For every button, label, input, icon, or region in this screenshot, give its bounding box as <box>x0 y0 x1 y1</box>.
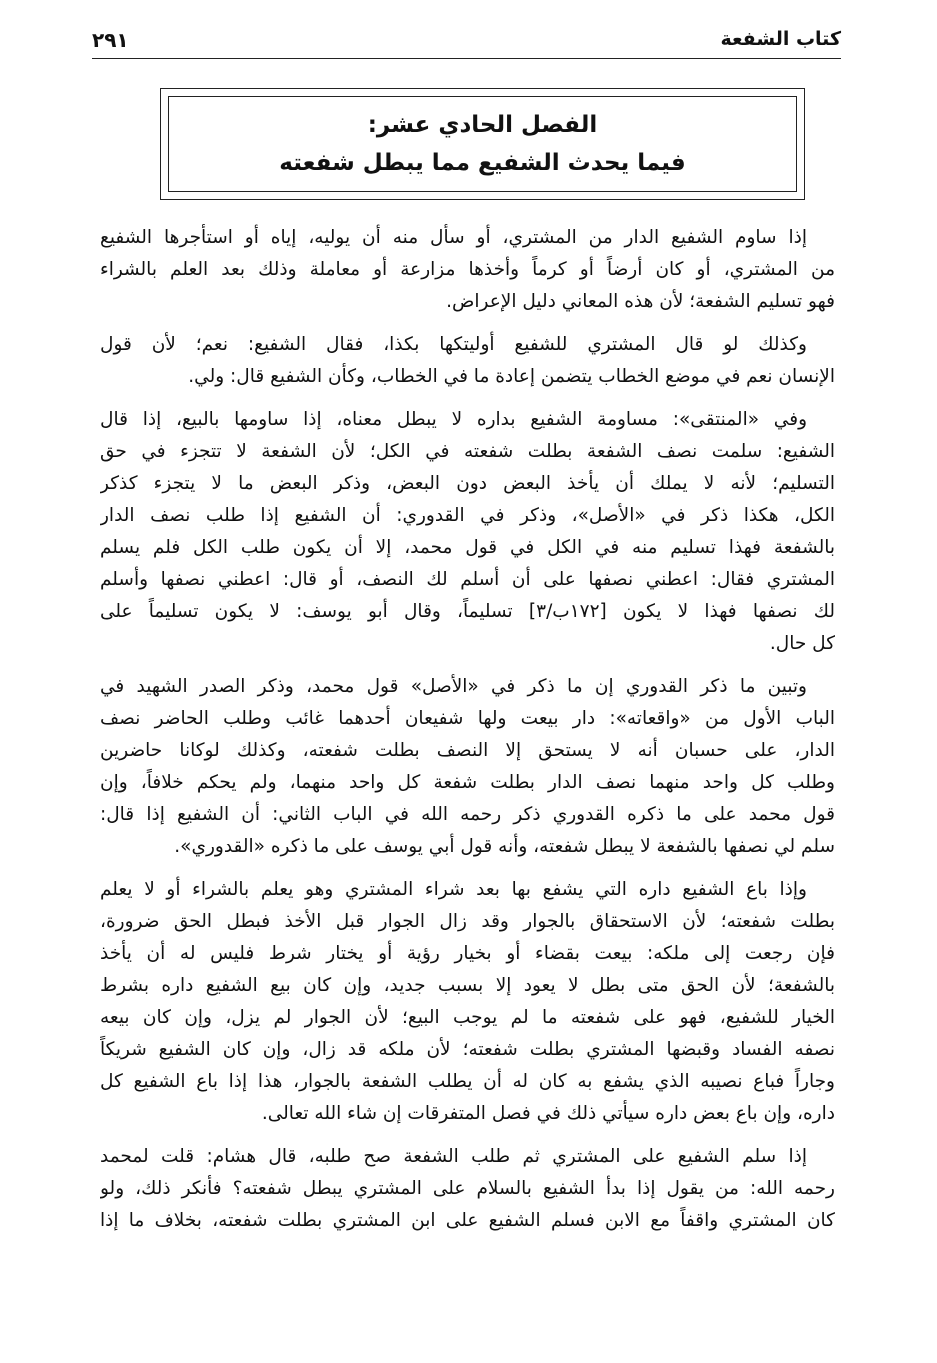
body-text <box>100 222 835 1248</box>
text-line: إذا سلم الشفيع على المشتري ثم طلب الشفعة صح طلبه، قال هشام: قلت لمحمد <box>100 1146 807 1167</box>
text-line: داره، وإن باع بعض داره سيأتي ذلك في فصل المتفرقات إن شاء الله تعالى. <box>261 1103 835 1124</box>
text-line: الشفيع: سلمت نصف الشفعة بطلت شفعته في الكل؛ لأن الشفعة لا تتجزء في حق <box>100 441 835 462</box>
text-line: الخيار للشفيع، فهو على شفعته ما لم يوجب البيع؛ لأن الجوار لم يزل، وإن كان بيعه <box>100 1007 835 1028</box>
running-header <box>92 28 841 59</box>
text-line: سلم لي نصفها بالشفعة لا يبطل شفعته، وأنه قول أبي يوسف على ما ذكره «القدوري». <box>174 836 835 857</box>
text-line: رحمه الله: من يقول إذا بدأ الشفيع بالسلام على المشتري يبطل شفعته؟ فأنكر ذلك، ولو <box>100 1178 835 1199</box>
text-line: كان المشتري واقفاً مع الابن فسلم الشفيع على ابن المشتري بطلت شفعته، بخلاف ما إذا <box>100 1210 835 1231</box>
text-line: بالشفعة؛ لأن الحق متى بطل لا يعود إلا بسبب جديد، وإن كان بيع الشفيع داره بشرط <box>100 975 835 996</box>
chapter-title-box <box>160 88 805 200</box>
text-line: فهو تسليم الشفعة؛ لأن هذه المعاني دليل الإعراض. <box>446 291 835 312</box>
text-line: قول محمد على ما ذكره القدوري ذكر رحمه الله في الباب الثاني: أن الشفيع إذا قال: <box>100 804 835 825</box>
paragraph <box>100 329 835 393</box>
text-line: الإنسان نعم في موضع الخطاب يتضمن إعادة ما في الخطاب، وكأن الشفيع قال: ولي. <box>188 366 835 387</box>
text-line: وطلب كل واحد منهما نصف الدار بطلت شفعة كل واحد منهما، ولم يحكم خلافاً، وإن <box>100 772 835 793</box>
paragraph <box>100 222 835 318</box>
paragraph <box>100 671 835 863</box>
text-line: وإذا باع الشفيع داره التي يشفع بها بعد شراء المشتري وهو يعلم بالشراء أو لا يعلم <box>100 879 807 900</box>
text-line: لك نصفها فهذا لا يكون [١٧٢ب/٣] تسليماً، وقال أبو يوسف: لا يكون تسليماً على <box>100 601 835 622</box>
page-number: ٢٩١ <box>92 28 129 52</box>
text-line: من المشتري، أو كان أرضاً أو كرماً وأخذها مزارعة أو معاملة وذلك بعد العلم بالشراء <box>100 259 835 280</box>
text-line: المشتري فقال: اعطني نصفها على أن أسلم لك النصف، أو قال: اعطني نصفها وأسلم <box>100 569 835 590</box>
paragraph <box>100 1141 835 1237</box>
text-line: نصفه الفساد وقبضها المشتري بطلت شفعته؛ لأن ملكه قد زال، وإن كان الشفيع شريكاً <box>100 1039 835 1060</box>
text-line: بالشفعة فهذا تسليم منه في الكل في قول محمد، إلا أن يكون طلب الكل فلم يسلم <box>100 537 835 558</box>
chapter-subject: فيما يحدث الشفيع مما يبطل شفعته <box>279 150 686 176</box>
text-line: فإن رجعت إلى ملكه: بيعت بقضاء أو بخيار رؤية أو يختار شرط فليس له أن يأخذ <box>100 943 835 964</box>
text-line: وكذلك لو قال المشتري للشفيع أوليتكها بكذا، فقال الشفيع: نعم؛ لأن قول <box>100 334 807 355</box>
text-line: الباب الأول من «واقعاته»: دار بيعت ولها شفيعان أحدهما غائب وطلب الحاضر نصف <box>100 708 835 729</box>
text-line: وفي «المنتقى»: مساومة الشفيع بداره لا يبطل معناه، إذا ساومها بالبيع، إذا قال <box>100 409 807 430</box>
text-line: الدار، على حسبان أنه لا يستحق إلا النصف بطلت شفعته، وكذلك لوكانا حاضرين <box>100 740 835 761</box>
paragraph <box>100 404 835 660</box>
text-line: وجاراً فباع نصيبه الذي يشفع به كان له أن يطلب الشفعة بالجوار، هذا إذا باع الشفيع كل <box>100 1071 835 1092</box>
text-line: بطلت شفعته؛ لأن الاستحقاق بالجوار وقد زال الجوار قبل الأخذ فبطل الحق ضرورة، <box>100 911 835 932</box>
text-line: كل حال. <box>769 633 835 654</box>
book-title: كتاب الشفعة <box>720 28 841 50</box>
text-line: الكل، هكذا ذكر في «الأصل»، وذكر في القدوري: أن الشفيع إذا طلب نصف الدار <box>100 505 835 526</box>
text-line: وتبين ما ذكر القدوري إن ما ذكر في «الأصل» قول محمد، وذكر الصدر الشهيد في <box>100 676 807 697</box>
paragraph <box>100 874 835 1130</box>
text-line: إذا ساوم الشفيع الدار من المشتري، أو سأل منه أن يوليه، إياه أو استأجرها الشفيع <box>100 227 807 248</box>
chapter-number: الفصل الحادي عشر: <box>367 112 598 138</box>
chapter-title-frame <box>168 96 797 192</box>
text-line: التسليم؛ لأنه لا يملك أن يأخذ البعض دون البعض، وذكر البعض ما لا يتجزء كذكر <box>100 473 835 494</box>
